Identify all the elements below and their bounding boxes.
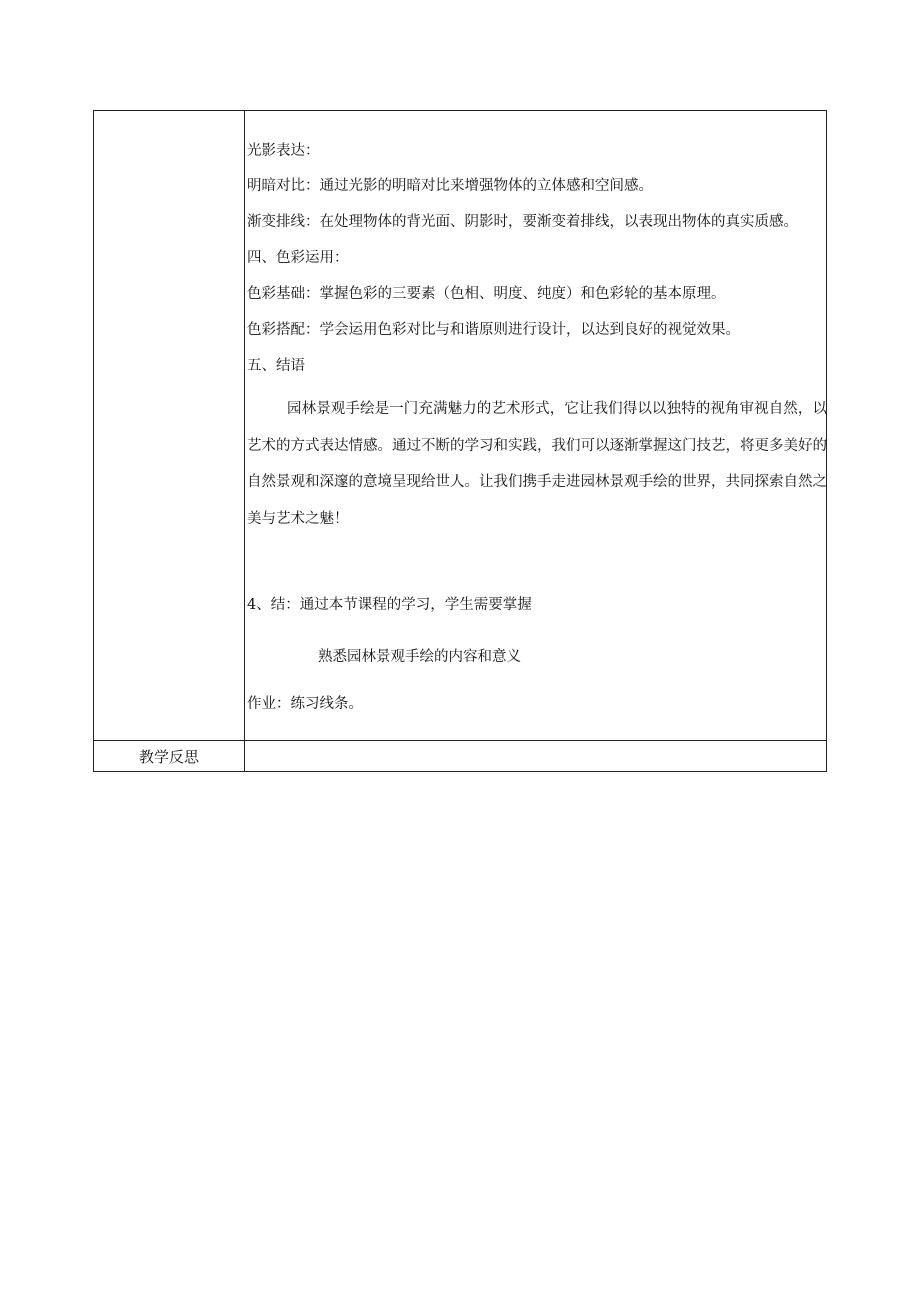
reflection-content xyxy=(245,741,826,771)
item-contrast: 明暗对比：通过光影的明暗对比来增强物体的立体感和空间感。 xyxy=(247,178,653,194)
item-color-basics: 色彩基础：掌握色彩的三要素（色相、明度、纯度）和色彩轮的基本原理。 xyxy=(247,286,726,302)
conclusion-paragraph: 园林景观手绘是一门充满魅力的艺术形式，它让我们得以以独特的视角审视自然，以艺术的方式表达情感。通过不断的学习和实践，我们可以逐渐掌握这门技艺，将更多美好的自然景观和深邃的意境呈现给世人。让我们携手走进园林景观手绘的世界，共同探索自然之美与艺术之魅！ xyxy=(247,401,827,527)
content-cell xyxy=(245,111,826,740)
section-color-use: 四、色彩运用： xyxy=(247,250,349,266)
summary-point: 熟悉园林景观手绘的内容和意义 xyxy=(318,649,521,665)
lesson-plan-table xyxy=(93,110,827,772)
reflection-label: 教学反思 xyxy=(138,747,199,766)
homework-line: 作业：练习线条。 xyxy=(247,696,363,712)
item-color-matching: 色彩搭配：学会运用色彩对比与和谐原则进行设计，以达到良好的视觉效果。 xyxy=(247,322,740,338)
summary-line: 4、结：通过本节课程的学习，学生需要掌握 xyxy=(247,597,532,613)
section-light-shadow: 光影表达： xyxy=(247,143,320,159)
section-conclusion: 五、结语 xyxy=(247,358,305,374)
item-gradient-hatching: 渐变排线：在处理物体的背光面、阴影时，要渐变着排线，以表现出物体的真实质感。 xyxy=(247,214,798,230)
